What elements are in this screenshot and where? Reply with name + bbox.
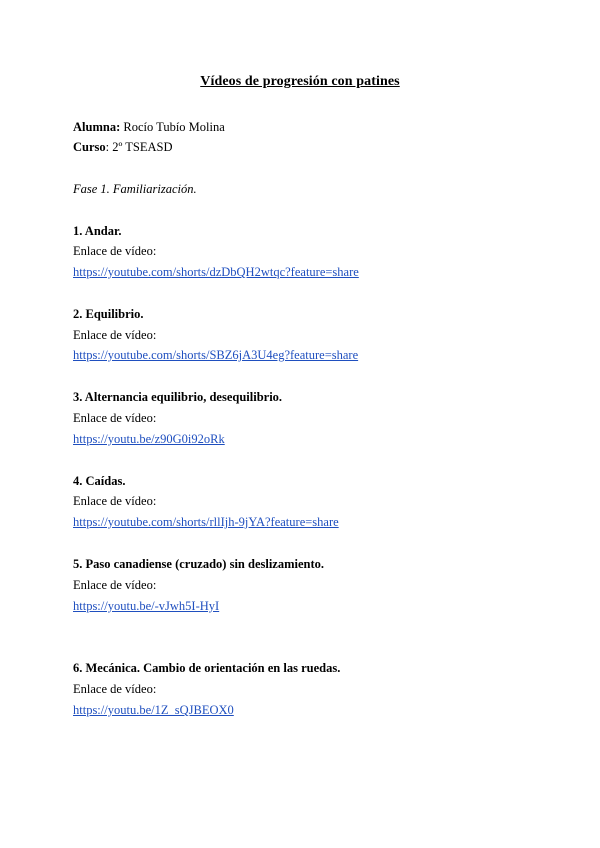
course-label: Curso	[73, 140, 106, 154]
video-link[interactable]: https://youtube.com/shorts/SBZ6jA3U4eg?feature=share	[73, 348, 359, 362]
video-link[interactable]: https://youtube.com/shorts/rllIjh-9jYA?feature=share	[73, 515, 339, 529]
video-link[interactable]: https://youtu.be/-vJwh5I-HyI	[73, 599, 220, 613]
student-name: Rocío Tubío Molina	[123, 120, 225, 134]
video-link[interactable]: https://youtu.be/z90G0i92oRk	[73, 432, 225, 446]
video-link-label: Enlace de vídeo:	[73, 494, 157, 508]
section-heading: 1. Andar.	[73, 224, 122, 238]
course-value: : 2º TSEASD	[105, 140, 173, 154]
video-link-label: Enlace de vídeo:	[73, 682, 157, 696]
video-link-label: Enlace de vídeo:	[73, 578, 157, 592]
student-line	[73, 119, 225, 135]
video-link-label: Enlace de vídeo:	[73, 244, 157, 258]
section-heading: 2. Equilibrio.	[73, 307, 144, 321]
course-line	[73, 139, 173, 155]
student-label: Alumna:	[73, 120, 121, 134]
video-link-label: Enlace de vídeo:	[73, 411, 157, 425]
video-link-label: Enlace de vídeo:	[73, 328, 157, 342]
phase-heading: Fase 1. Familiarización.	[73, 182, 197, 196]
section-heading: 3. Alternancia equilibrio, desequilibrio.	[73, 390, 283, 404]
document-title: Vídeos de progresión con patines	[200, 74, 400, 89]
section-heading: 5. Paso canadiense (cruzado) sin deslizamiento.	[73, 557, 325, 571]
section-heading: 6. Mecánica. Cambio de orientación en las ruedas.	[73, 661, 341, 675]
section-heading: 4. Caídas.	[73, 474, 126, 488]
video-link[interactable]: https://youtu.be/1Z_sQJBEOX0	[73, 703, 234, 717]
video-link[interactable]: https://youtube.com/shorts/dzDbQH2wtqc?feature=share	[73, 265, 359, 279]
